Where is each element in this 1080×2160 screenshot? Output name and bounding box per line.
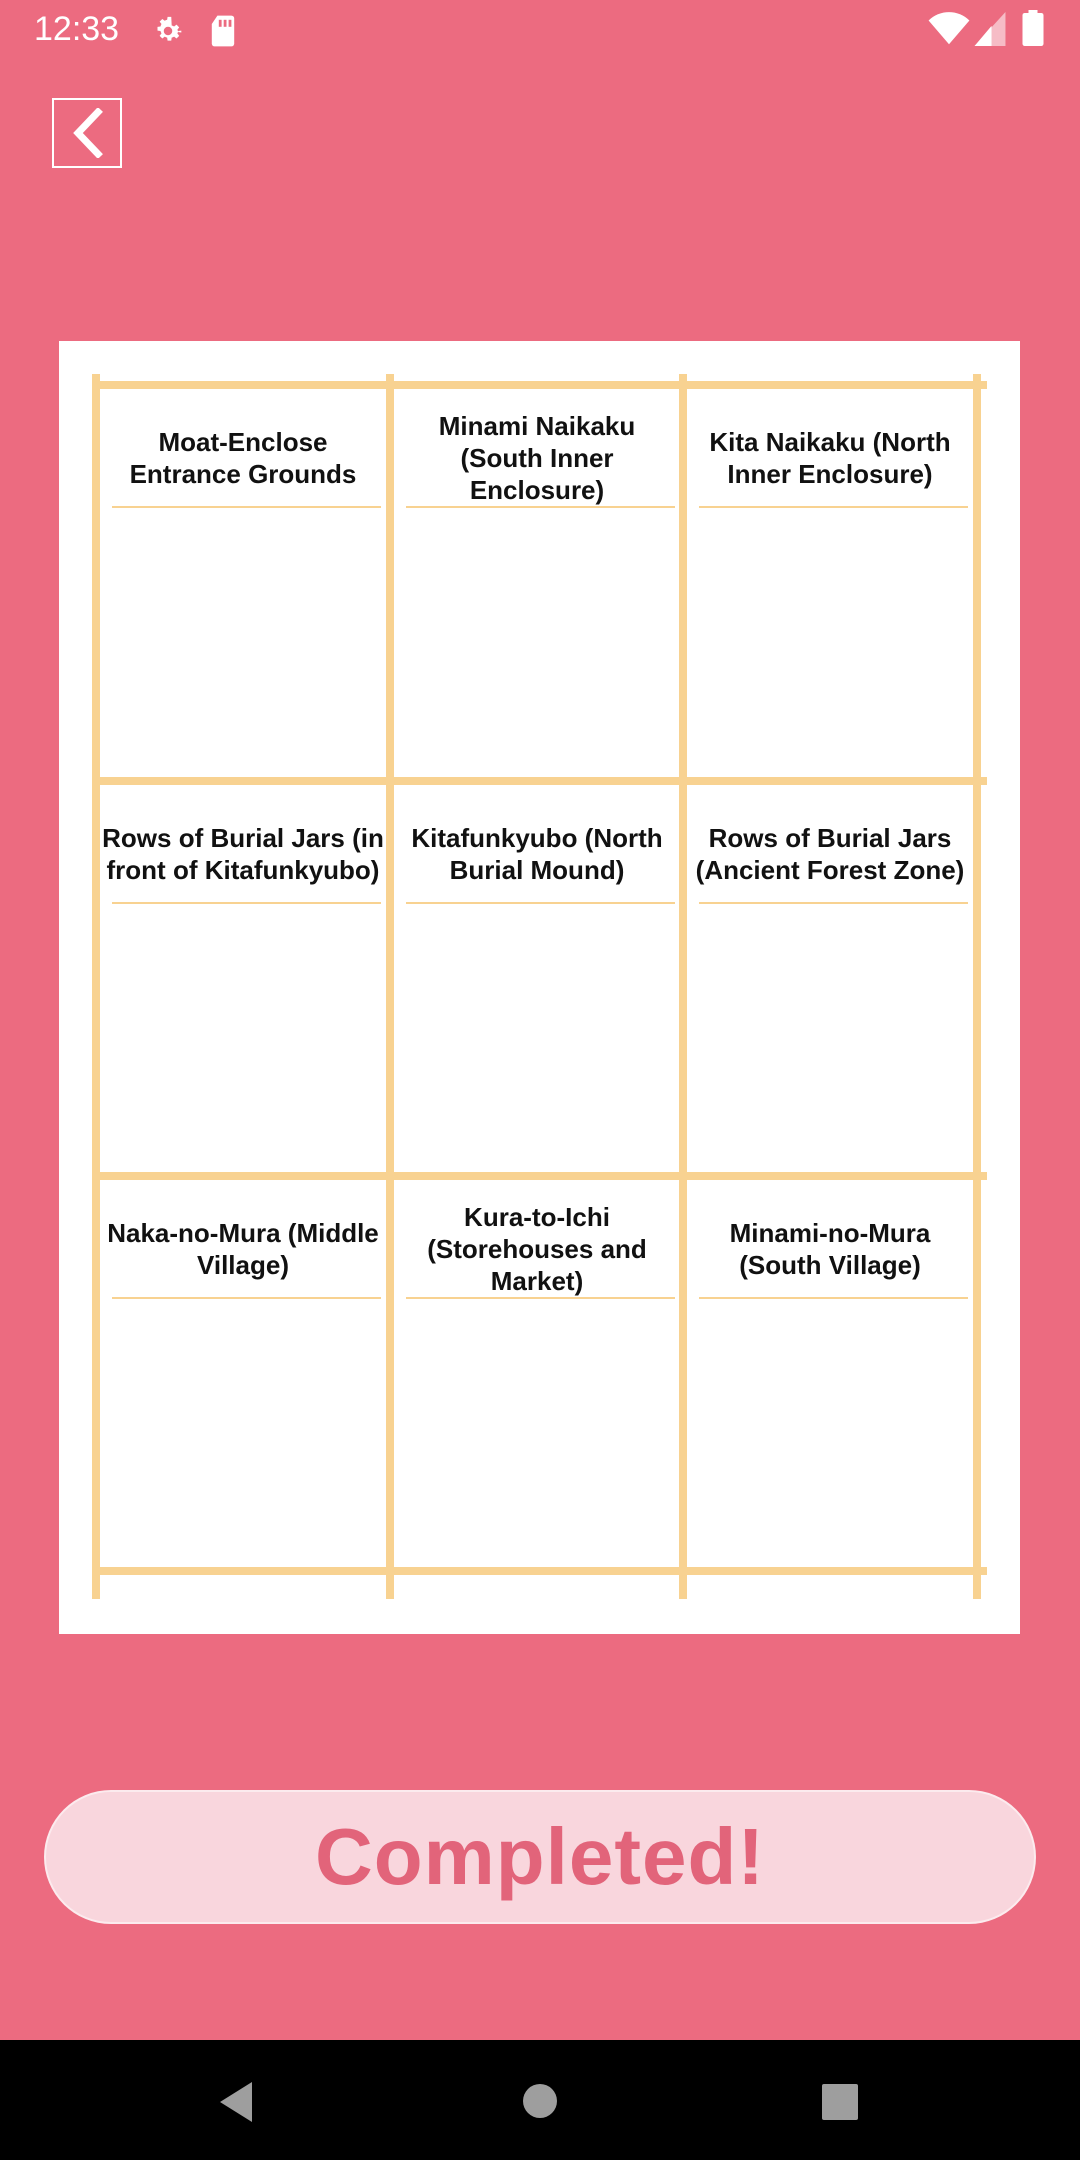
grid-cell-burial-jars-forest[interactable] xyxy=(687,785,973,1171)
grid-cell-naka-no-mura[interactable] xyxy=(100,1180,386,1566)
grid-cell-kita-naikaku[interactable] xyxy=(687,389,973,775)
home-circle-icon[interactable] xyxy=(521,2082,559,2125)
wifi-icon xyxy=(928,12,970,51)
cell-title: Minami-no-Mura (South Village) xyxy=(729,1218,931,1280)
battery-icon xyxy=(1022,10,1044,51)
grid-cell-minami-no-mura[interactable] xyxy=(687,1180,973,1566)
settings-icon xyxy=(151,14,185,53)
grid-cell-kitafunkyubo[interactable] xyxy=(394,785,680,1171)
cell-title: Kitafunkyubo (North Burial Mound) xyxy=(411,823,663,885)
status-bar xyxy=(0,0,1080,60)
grid-line xyxy=(679,374,687,1599)
grid-line xyxy=(92,1172,987,1180)
grid-cell-kura-to-ichi[interactable] xyxy=(394,1180,680,1566)
sd-card-icon xyxy=(209,14,237,53)
completed-button[interactable] xyxy=(44,1790,1036,1924)
grid-line xyxy=(92,374,100,1599)
status-time: 12:33 xyxy=(34,10,120,48)
cell-divider xyxy=(112,902,381,904)
signal-icon xyxy=(974,12,1006,51)
cell-divider xyxy=(112,506,381,508)
grid-line xyxy=(92,777,987,785)
grid-cell-burial-jars-front[interactable] xyxy=(100,785,386,1171)
back-triangle-icon[interactable] xyxy=(216,2080,256,2129)
completed-label: Completed! xyxy=(315,1812,765,1901)
map-grid-card xyxy=(59,341,1020,1634)
cell-title: Minami Naikaku (South Inner Enclosure) xyxy=(438,411,636,505)
grid-line xyxy=(386,374,394,1599)
recents-square-icon[interactable] xyxy=(821,2083,859,2126)
cell-divider xyxy=(699,902,968,904)
cell-divider xyxy=(406,902,675,904)
cell-title: Moat-Enclose Entrance Grounds xyxy=(129,427,357,489)
grid-line xyxy=(92,381,987,389)
grid-cell-minami-naikaku[interactable] xyxy=(394,389,680,775)
cell-divider xyxy=(406,506,675,508)
cell-divider xyxy=(699,1297,968,1299)
cell-divider xyxy=(112,1297,381,1299)
cell-divider xyxy=(699,506,968,508)
cell-title: Rows of Burial Jars (Ancient Forest Zone) xyxy=(695,823,965,885)
cell-title: Rows of Burial Jars (in front of Kitafunkyubo) xyxy=(102,823,384,885)
cell-title: Kura-to-Ichi (Storehouses and Market) xyxy=(427,1202,647,1296)
back-button[interactable] xyxy=(52,98,122,168)
navigation-bar xyxy=(0,2040,1080,2160)
cell-title: Kita Naikaku (North Inner Enclosure) xyxy=(709,427,951,489)
grid-line xyxy=(92,1567,987,1575)
cell-divider xyxy=(406,1297,675,1299)
grid-cell-moat-entrance[interactable] xyxy=(100,389,386,775)
cell-title: Naka-no-Mura (Middle Village) xyxy=(107,1218,379,1280)
chevron-left-icon xyxy=(64,108,112,158)
grid-line xyxy=(973,374,981,1599)
